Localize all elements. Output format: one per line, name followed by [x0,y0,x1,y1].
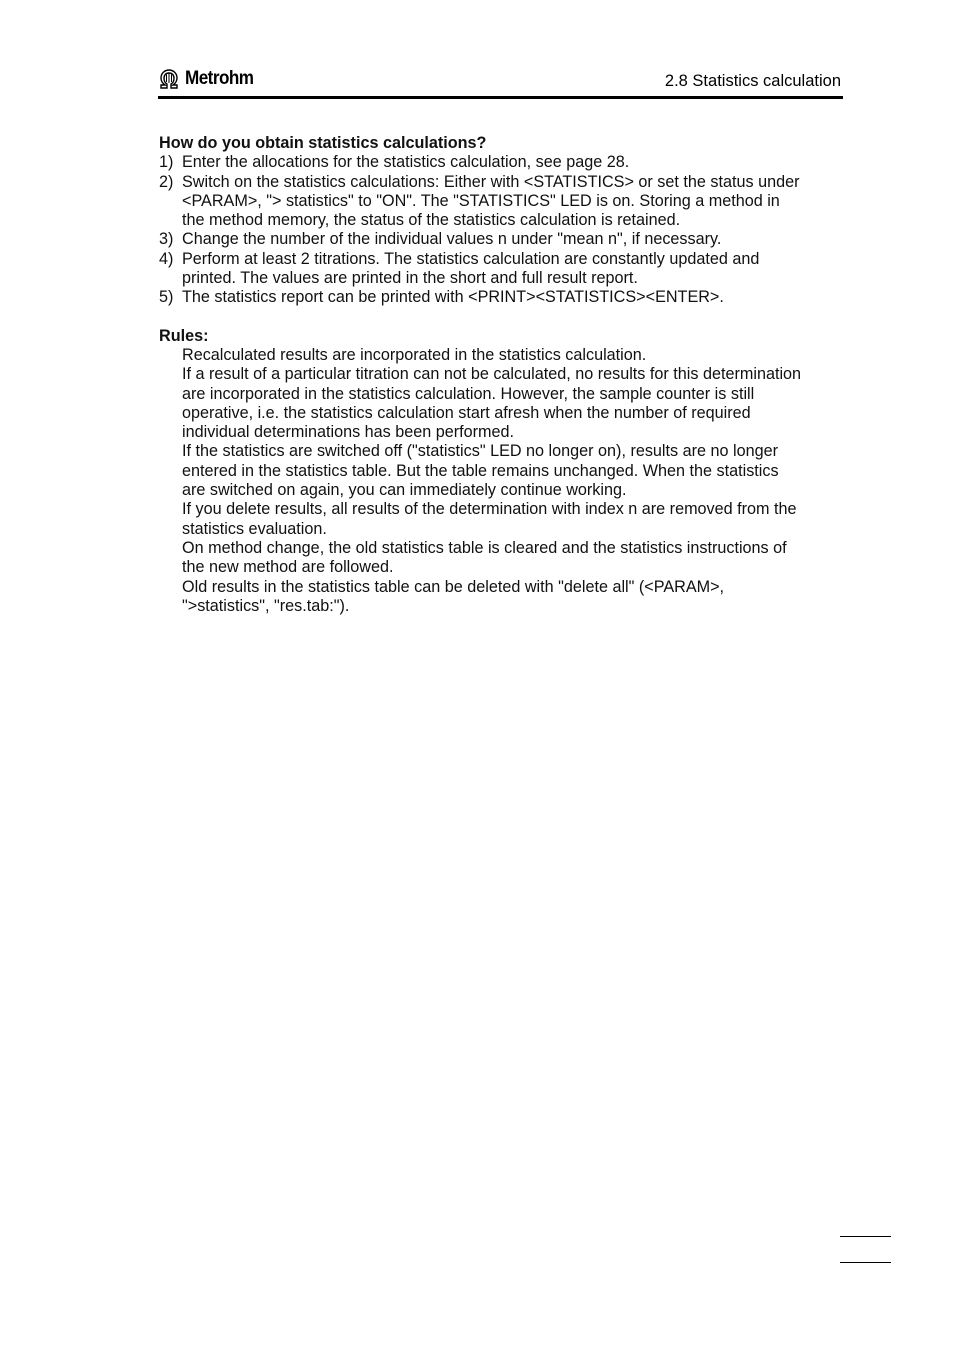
step-text [182,288,849,307]
step-line: <PARAM>, "> statistics" to "ON". The "STATISTICS" LED is on. Storing a method in [182,191,780,210]
footer-rule-top [840,1236,891,1237]
rules-heading: Rules: [159,326,209,345]
page-header [158,66,843,99]
rule-line: ">statistics", "res.tab:"). [182,596,350,615]
page-body [159,134,849,616]
step-number: 2) [159,172,174,191]
omega-icon [158,68,180,90]
list-item [159,250,849,289]
step-number: 4) [159,249,174,268]
rule-line: If the statistics are switched off ("statistics" LED no longer on), results are no longer [182,442,779,461]
step-line: Switch on the statistics calculations: Either with <STATISTICS> or set the status under [182,172,800,191]
metrohm-logo [158,66,261,92]
step-number: 1) [159,153,174,172]
step-line: The statistics report can be printed with <PRINT><STATISTICS><ENTER>. [182,288,724,307]
section-title: 2.8 Statistics calculation [664,72,841,90]
step-text [182,173,849,231]
rule-line: are switched on again, you can immediately continue working. [182,481,627,500]
logo-text: Metrohm [185,68,254,89]
step-number: 5) [159,288,174,307]
list-item [159,288,849,307]
rule-line: If you delete results, all results of the determination with index n are removed from the [182,500,797,519]
step-line: Enter the allocations for the statistics calculation, see page 28. [182,153,630,172]
step-line: Perform at least 2 titrations. The statistics calculation are constantly updated and [182,249,760,268]
step-text [182,153,849,172]
rule-line: individual determinations has been performed. [182,423,515,442]
rule-line: entered in the statistics table. But the table remains unchanged. When the statistics [182,461,779,480]
step-line: printed. The values are printed in the short and full result report. [182,269,638,288]
steps-list [159,153,849,307]
rule-line: If a result of a particular titration can not be calculated, no results for this determination [182,365,802,384]
rule-line: Old results in the statistics table can be deleted with "delete all" (<PARAM>, [182,577,725,596]
step-number: 3) [159,230,174,249]
step-line: the method memory, the status of the statistics calculation is retained. [182,211,681,230]
list-item [159,153,849,172]
step-text [182,230,849,249]
rule-line: operative, i.e. the statistics calculation start afresh when the number of required [182,403,751,422]
rule-line: Recalculated results are incorporated in the statistics calculation. [182,345,647,364]
step-line: Change the number of the individual values n under "mean n", if necessary. [182,230,722,249]
list-item [159,230,849,249]
rules-text [182,346,849,616]
howto-heading: How do you obtain statistics calculations? [159,134,487,152]
rule-line: the new method are followed. [182,558,394,577]
list-item [159,173,849,231]
rule-line: are incorporated in the statistics calculation. However, the sample counter is still [182,384,755,403]
step-text [182,250,849,289]
rule-line: statistics evaluation. [182,519,327,538]
rule-line: On method change, the old statistics table is cleared and the statistics instructions of [182,538,787,557]
footer-rule-bottom [840,1262,891,1263]
